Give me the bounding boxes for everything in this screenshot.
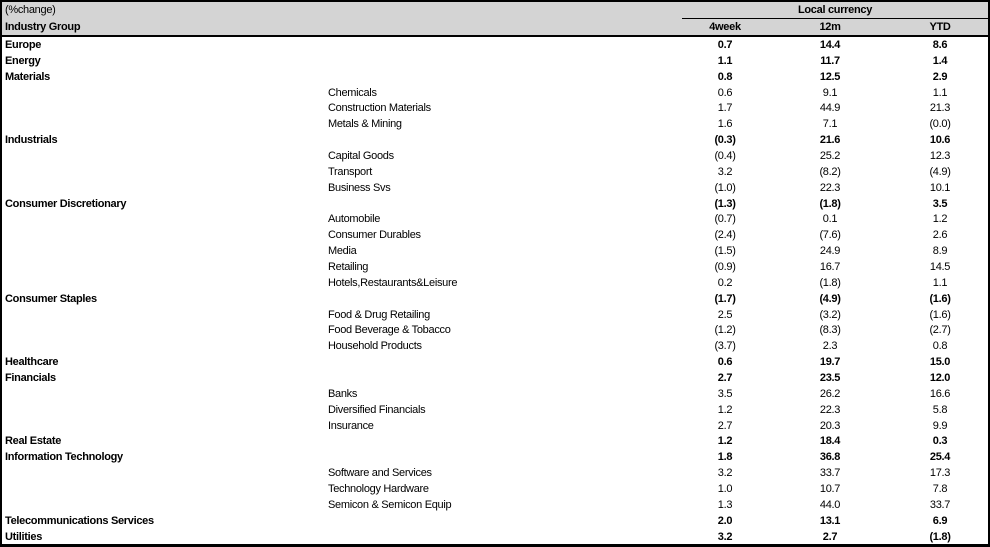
value-4week: 1.8 bbox=[717, 451, 733, 464]
value-4week: 1.3 bbox=[717, 498, 733, 511]
spacer-cell bbox=[325, 354, 682, 370]
value-12m: 16.7 bbox=[819, 260, 841, 273]
table-row bbox=[2, 116, 988, 132]
value-12m: 44.0 bbox=[819, 498, 841, 511]
value-12m: 10.7 bbox=[819, 482, 841, 495]
row-group-label: Utilities bbox=[5, 530, 43, 543]
value-12m: (1.8) bbox=[819, 197, 841, 210]
value-ytd: (4.9) bbox=[929, 165, 951, 178]
row-sub-label: Capital Goods bbox=[328, 149, 394, 162]
table-row bbox=[2, 402, 988, 418]
table-row bbox=[2, 164, 988, 180]
value-12m: 25.2 bbox=[819, 149, 841, 162]
table-row bbox=[2, 259, 988, 275]
value-4week: 1.7 bbox=[717, 102, 733, 115]
table-body bbox=[2, 36, 988, 545]
value-4week: 3.2 bbox=[717, 530, 733, 543]
value-12m: 22.3 bbox=[819, 403, 841, 416]
spacer-cell bbox=[2, 100, 325, 116]
value-ytd: 8.6 bbox=[932, 38, 948, 51]
table-row bbox=[2, 497, 988, 513]
value-4week: 0.6 bbox=[717, 86, 733, 99]
value-ytd: (1.8) bbox=[929, 530, 951, 543]
value-4week: 2.7 bbox=[717, 371, 733, 384]
row-sub-label: Business Svs bbox=[328, 181, 391, 194]
table-row bbox=[2, 148, 988, 164]
spacer-cell bbox=[325, 529, 682, 545]
table-row bbox=[2, 418, 988, 434]
row-sub-label: Transport bbox=[328, 165, 372, 178]
local-currency-header: Local currency bbox=[682, 2, 988, 19]
value-ytd: 8.9 bbox=[932, 245, 948, 258]
value-12m: 18.4 bbox=[819, 435, 841, 448]
value-12m: (4.9) bbox=[819, 292, 841, 305]
row-sub-label: Chemicals bbox=[328, 86, 377, 99]
row-sub-label: Hotels,Restaurants&Leisure bbox=[328, 276, 458, 289]
spacer-cell bbox=[2, 481, 325, 497]
value-4week: 1.1 bbox=[717, 54, 733, 67]
spacer-cell bbox=[325, 370, 682, 386]
table-row bbox=[2, 433, 988, 449]
value-12m: 2.7 bbox=[822, 530, 838, 543]
value-ytd: (0.0) bbox=[929, 118, 951, 131]
value-4week: (1.3) bbox=[714, 197, 736, 210]
spacer-cell bbox=[2, 180, 325, 196]
row-sub-label: Media bbox=[328, 245, 357, 258]
row-sub-label: Banks bbox=[328, 387, 358, 400]
value-4week: (0.7) bbox=[714, 213, 736, 226]
value-4week: (0.9) bbox=[714, 260, 736, 273]
value-ytd: (1.6) bbox=[929, 292, 951, 305]
value-ytd: 0.8 bbox=[932, 340, 948, 353]
table-row bbox=[2, 132, 988, 148]
value-4week: 1.2 bbox=[717, 435, 733, 448]
value-4week: (3.7) bbox=[714, 340, 736, 353]
table-row bbox=[2, 481, 988, 497]
spacer-cell bbox=[2, 307, 325, 323]
row-sub-label: Household Products bbox=[328, 340, 422, 353]
value-12m: 7.1 bbox=[822, 118, 838, 131]
table-row bbox=[2, 291, 988, 307]
value-12m: 14.4 bbox=[819, 38, 841, 51]
row-sub-label: Technology Hardware bbox=[328, 482, 429, 495]
value-12m: 9.1 bbox=[822, 86, 838, 99]
spacer-cell bbox=[2, 243, 325, 259]
value-12m: 12.5 bbox=[819, 70, 841, 83]
value-ytd: 33.7 bbox=[929, 498, 951, 511]
value-4week: (0.3) bbox=[714, 134, 736, 147]
value-12m: 36.8 bbox=[819, 451, 841, 464]
value-12m: 0.1 bbox=[822, 213, 838, 226]
value-4week: 1.2 bbox=[717, 403, 733, 416]
row-group-label: Europe bbox=[5, 38, 42, 51]
spacer-cell bbox=[2, 148, 325, 164]
value-4week: 2.7 bbox=[717, 419, 733, 432]
value-ytd: 1.1 bbox=[932, 86, 948, 99]
value-12m: (3.2) bbox=[819, 308, 841, 321]
value-ytd: 25.4 bbox=[929, 451, 951, 464]
header-row-columns bbox=[2, 19, 988, 37]
table-row bbox=[2, 529, 988, 545]
table-row bbox=[2, 36, 988, 53]
value-ytd: 5.8 bbox=[932, 403, 948, 416]
spacer-cell bbox=[2, 211, 325, 227]
table-row bbox=[2, 69, 988, 85]
spacer-cell bbox=[325, 69, 682, 85]
value-ytd: 21.3 bbox=[929, 102, 951, 115]
value-12m: 44.9 bbox=[819, 102, 841, 115]
spacer-cell bbox=[325, 433, 682, 449]
value-ytd: 2.9 bbox=[932, 70, 948, 83]
row-sub-label: Software and Services bbox=[328, 467, 432, 480]
value-ytd: 9.9 bbox=[932, 419, 948, 432]
table-row bbox=[2, 53, 988, 69]
row-group-label: Telecommunications Services bbox=[5, 514, 154, 527]
table-row bbox=[2, 449, 988, 465]
value-ytd: 1.1 bbox=[932, 276, 948, 289]
value-ytd: 3.5 bbox=[932, 197, 948, 210]
row-group-label: Information Technology bbox=[5, 451, 123, 464]
row-sub-label: Semicon & Semicon Equip bbox=[328, 498, 452, 511]
value-4week: 3.2 bbox=[717, 165, 733, 178]
table-row bbox=[2, 243, 988, 259]
table-row bbox=[2, 386, 988, 402]
value-ytd: 1.2 bbox=[932, 213, 948, 226]
row-group-label: Healthcare bbox=[5, 356, 59, 369]
spacer-cell bbox=[2, 465, 325, 481]
row-sub-label: Diversified Financials bbox=[328, 403, 426, 416]
column-header-12m: 12m bbox=[768, 19, 892, 37]
row-sub-label: Food & Drug Retailing bbox=[328, 308, 430, 321]
value-4week: 1.0 bbox=[717, 482, 733, 495]
spacer-cell bbox=[325, 291, 682, 307]
value-12m: 23.5 bbox=[819, 371, 841, 384]
spacer-cell bbox=[325, 36, 682, 53]
industry-group-header: Industry Group bbox=[2, 19, 682, 37]
value-ytd: 6.9 bbox=[932, 514, 948, 527]
value-4week: (1.7) bbox=[714, 292, 736, 305]
value-12m: 2.3 bbox=[822, 340, 838, 353]
row-sub-label: Food Beverage & Tobacco bbox=[328, 324, 451, 337]
spacer-cell bbox=[2, 402, 325, 418]
value-12m: 33.7 bbox=[819, 467, 841, 480]
value-12m: 19.7 bbox=[819, 356, 841, 369]
row-sub-label: Automobile bbox=[328, 213, 381, 226]
value-12m: (8.3) bbox=[819, 324, 841, 337]
spacer-cell bbox=[325, 132, 682, 148]
table-header bbox=[2, 2, 988, 36]
value-ytd: (1.6) bbox=[929, 308, 951, 321]
value-4week: (1.0) bbox=[714, 181, 736, 194]
column-header-ytd: YTD bbox=[892, 19, 988, 37]
value-4week: 2.5 bbox=[717, 308, 733, 321]
value-12m: (7.6) bbox=[819, 229, 841, 242]
row-sub-label: Consumer Durables bbox=[328, 229, 421, 242]
value-4week: (1.5) bbox=[714, 245, 736, 258]
row-group-label: Materials bbox=[5, 70, 50, 83]
table-row bbox=[2, 322, 988, 338]
table-row bbox=[2, 211, 988, 227]
value-12m: (8.2) bbox=[819, 165, 841, 178]
value-4week: 0.8 bbox=[717, 70, 733, 83]
value-ytd: 17.3 bbox=[929, 467, 951, 480]
row-group-label: Real Estate bbox=[5, 435, 62, 448]
value-12m: 13.1 bbox=[819, 514, 841, 527]
table-row bbox=[2, 196, 988, 212]
value-ytd: 2.6 bbox=[932, 229, 948, 242]
value-4week: (1.2) bbox=[714, 324, 736, 337]
row-group-label: Energy bbox=[5, 54, 41, 67]
value-12m: 11.7 bbox=[820, 54, 840, 67]
table-row bbox=[2, 465, 988, 481]
row-sub-label: Metals & Mining bbox=[328, 118, 402, 131]
row-group-label: Consumer Discretionary bbox=[5, 197, 127, 210]
spacer-cell bbox=[2, 497, 325, 513]
column-header-4week: 4week bbox=[682, 19, 768, 37]
value-ytd: 0.3 bbox=[932, 435, 948, 448]
table-row bbox=[2, 100, 988, 116]
value-12m: 26.2 bbox=[819, 387, 841, 400]
value-4week: 2.0 bbox=[717, 514, 733, 527]
spacer-cell bbox=[2, 85, 325, 101]
value-ytd: 10.1 bbox=[929, 181, 951, 194]
row-group-label: Industrials bbox=[5, 134, 58, 147]
row-group-label: Consumer Staples bbox=[5, 292, 97, 305]
spacer-cell bbox=[325, 449, 682, 465]
table-row bbox=[2, 370, 988, 386]
value-4week: 1.6 bbox=[717, 118, 733, 131]
value-4week: 0.2 bbox=[717, 276, 733, 289]
spacer-cell bbox=[325, 513, 682, 529]
table-row bbox=[2, 85, 988, 101]
table-row bbox=[2, 275, 988, 291]
value-4week: 3.2 bbox=[717, 467, 733, 480]
row-sub-label: Construction Materials bbox=[328, 102, 431, 115]
header-row-top bbox=[2, 2, 988, 19]
table-row bbox=[2, 338, 988, 354]
table-row bbox=[2, 227, 988, 243]
value-ytd: 10.6 bbox=[929, 134, 951, 147]
row-sub-label: Insurance bbox=[328, 419, 374, 432]
row-group-label: Financials bbox=[5, 371, 56, 384]
value-12m: 24.9 bbox=[819, 245, 841, 258]
table-row bbox=[2, 180, 988, 196]
industry-performance-table bbox=[2, 2, 988, 545]
spacer-cell bbox=[2, 164, 325, 180]
value-ytd: 1.4 bbox=[932, 54, 948, 67]
table-row bbox=[2, 513, 988, 529]
spacer-cell bbox=[2, 338, 325, 354]
spacer-cell bbox=[325, 196, 682, 212]
value-4week: 0.7 bbox=[717, 38, 733, 51]
value-ytd: (2.7) bbox=[929, 324, 951, 337]
value-ytd: 7.8 bbox=[932, 482, 948, 495]
value-12m: 21.6 bbox=[819, 134, 841, 147]
spacer-cell bbox=[2, 227, 325, 243]
value-4week: (0.4) bbox=[714, 149, 736, 162]
value-ytd: 14.5 bbox=[929, 260, 951, 273]
table-row bbox=[2, 307, 988, 323]
table-row bbox=[2, 354, 988, 370]
value-ytd: 12.0 bbox=[929, 371, 951, 384]
value-12m: (1.8) bbox=[819, 276, 841, 289]
spacer-cell bbox=[2, 322, 325, 338]
spacer-cell bbox=[325, 53, 682, 69]
spacer-cell bbox=[2, 275, 325, 291]
value-12m: 20.3 bbox=[819, 419, 841, 432]
value-4week: 3.5 bbox=[717, 387, 733, 400]
spacer-cell bbox=[2, 259, 325, 275]
value-12m: 22.3 bbox=[819, 181, 841, 194]
value-4week: 0.6 bbox=[717, 356, 733, 369]
row-sub-label: Retailing bbox=[328, 260, 369, 273]
value-ytd: 15.0 bbox=[929, 356, 951, 369]
spacer-cell bbox=[2, 116, 325, 132]
value-ytd: 12.3 bbox=[929, 149, 951, 162]
value-4week: (2.4) bbox=[714, 229, 736, 242]
value-ytd: 16.6 bbox=[929, 387, 951, 400]
spacer-cell bbox=[2, 418, 325, 434]
percent-change-label: (%change) bbox=[2, 2, 682, 19]
spacer-cell bbox=[2, 386, 325, 402]
